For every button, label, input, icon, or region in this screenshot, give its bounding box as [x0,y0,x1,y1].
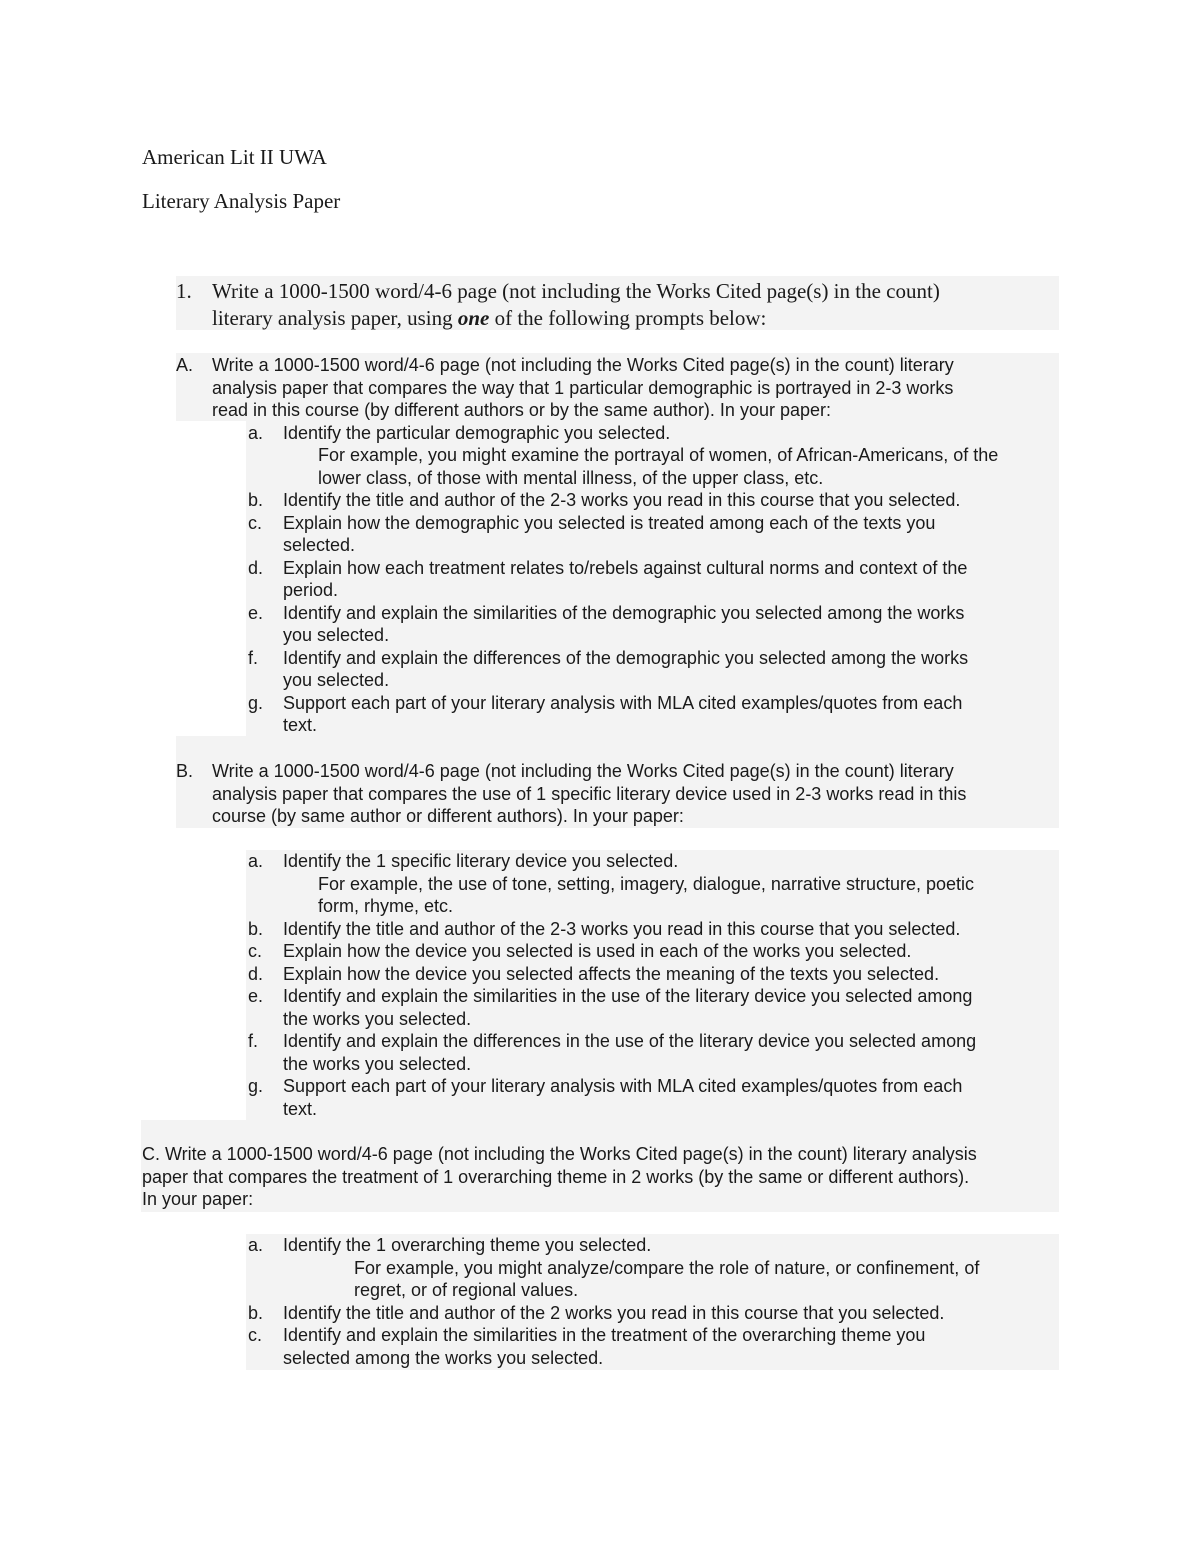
example-text: For example, the use of tone, setting, imagery, dialogue, narrative structure, poetic [318,873,975,894]
list-item: Identify the title and author of the 2 works you read in this course that you selected. [283,1302,945,1323]
prompt-line: paper that compares the treatment of 1 overarching theme in 2 works (by the same or different authors). [142,1166,970,1187]
list-item-marker: c. [248,1325,263,1345]
prompt-line: course (by same author or different authors). In your paper: [212,806,684,826]
list-item: selected among the works you selected. [283,1347,604,1368]
list-item: the works you selected. [283,1053,472,1074]
emphasis-one: one [457,306,490,330]
list-item: Identify and explain the similarities in the treatment of the overarching theme you [283,1325,926,1345]
list-item: Identify and explain the differences in the use of the literary device you selected among [283,1031,977,1051]
instruction-line [212,305,766,332]
prompt-letter: B. [176,761,194,781]
list-item: selected. [283,535,356,555]
example-text: For example, you might analyze/compare the role of nature, or confinement, of [354,1257,980,1278]
list-item: period. [283,580,339,600]
list-item-marker: f. [248,647,259,668]
prompt-line: In your paper: [142,1189,254,1209]
example-text: form, rhyme, etc. [318,896,454,916]
list-item-marker: d. [248,557,264,578]
example-text: lower class, of those with mental illness, of the upper class, etc. [318,467,824,488]
list-item-marker: a. [248,851,264,871]
prompt-line: Write a 1000-1500 word/4-6 page (not including the Works Cited page(s) in the count) literary [212,761,954,781]
list-item: Explain how the demographic you selected is treated among each of the texts you [283,512,936,533]
list-item: text. [283,715,318,735]
list-item-marker: b. [248,490,264,510]
prompt-line: read in this course (by different authors or by the same author). In your paper: [212,400,831,420]
list-item: Identify and explain the similarities of the demographic you selected among the works [283,602,965,623]
list-item: text. [283,1098,318,1119]
list-item: Explain how each treatment relates to/rebels against cultural norms and context of the [283,557,968,578]
list-item: Identify the particular demographic you selected. [283,422,671,443]
list-item-marker: a. [248,422,264,443]
course-title: American Lit II UWA [142,145,327,169]
list-item: the works you selected. [283,1008,472,1029]
list-item: you selected. [283,625,390,645]
list-item: Identify the title and author of the 2-3 works you read in this course that you selected. [283,490,961,510]
example-text: For example, you might examine the portrayal of women, of African-Americans, of the [318,445,999,465]
list-item-marker: g. [248,692,264,713]
instruction-line: Write a 1000-1500 word/4-6 page (not including the Works Cited page(s) in the count) [212,279,940,303]
prompt-line: Write a 1000-1500 word/4-6 page (not including the Works Cited page(s) in the count) literary [212,355,954,375]
list-item: Identify and explain the differences of the demographic you selected among the works [283,647,969,668]
list-item-marker: b. [248,1302,264,1323]
list-item-marker: f. [248,1031,259,1051]
instruction-text: of the following prompts below: [489,306,767,330]
list-item: Identify the title and author of the 2-3 works you read in this course that you selected. [283,918,961,939]
instruction-text: literary analysis paper, using [212,306,458,330]
list-item: Explain how the device you selected affects the meaning of the texts you selected. [283,963,940,984]
list-item-marker: e. [248,602,264,623]
list-item-marker: b. [248,918,264,939]
list-item: Explain how the device you selected is used in each of the works you selected. [283,941,912,961]
list-item-marker: g. [248,1076,264,1096]
list-item: Identify the 1 overarching theme you selected. [283,1235,652,1255]
list-item-marker: e. [248,986,264,1006]
list-item-marker: d. [248,963,264,984]
list-number: 1. [176,279,192,303]
prompt-line: analysis paper that compares the use of 1 specific literary device used in 2-3 works read in this [212,783,967,804]
prompt-line: analysis paper that compares the way that 1 particular demographic is portrayed in 2-3 works [212,377,954,398]
assignment-title: Literary Analysis Paper [142,189,341,213]
example-text: regret, or of regional values. [354,1280,579,1300]
list-item: Support each part of your literary analysis with MLA cited examples/quotes from each [283,1076,963,1096]
list-item: Support each part of your literary analysis with MLA cited examples/quotes from each [283,692,963,713]
list-item: you selected. [283,670,390,690]
prompt-line: C. Write a 1000-1500 word/4-6 page (not including the Works Cited page(s) in the count) literary analysis [142,1144,977,1164]
list-item-marker: a. [248,1235,264,1255]
list-item-marker: c. [248,512,263,533]
prompt-letter: A. [176,355,194,375]
list-item: Identify and explain the similarities in the use of the literary device you selected among [283,986,973,1006]
list-item-marker: c. [248,941,263,961]
list-item: Identify the 1 specific literary device you selected. [283,851,679,871]
